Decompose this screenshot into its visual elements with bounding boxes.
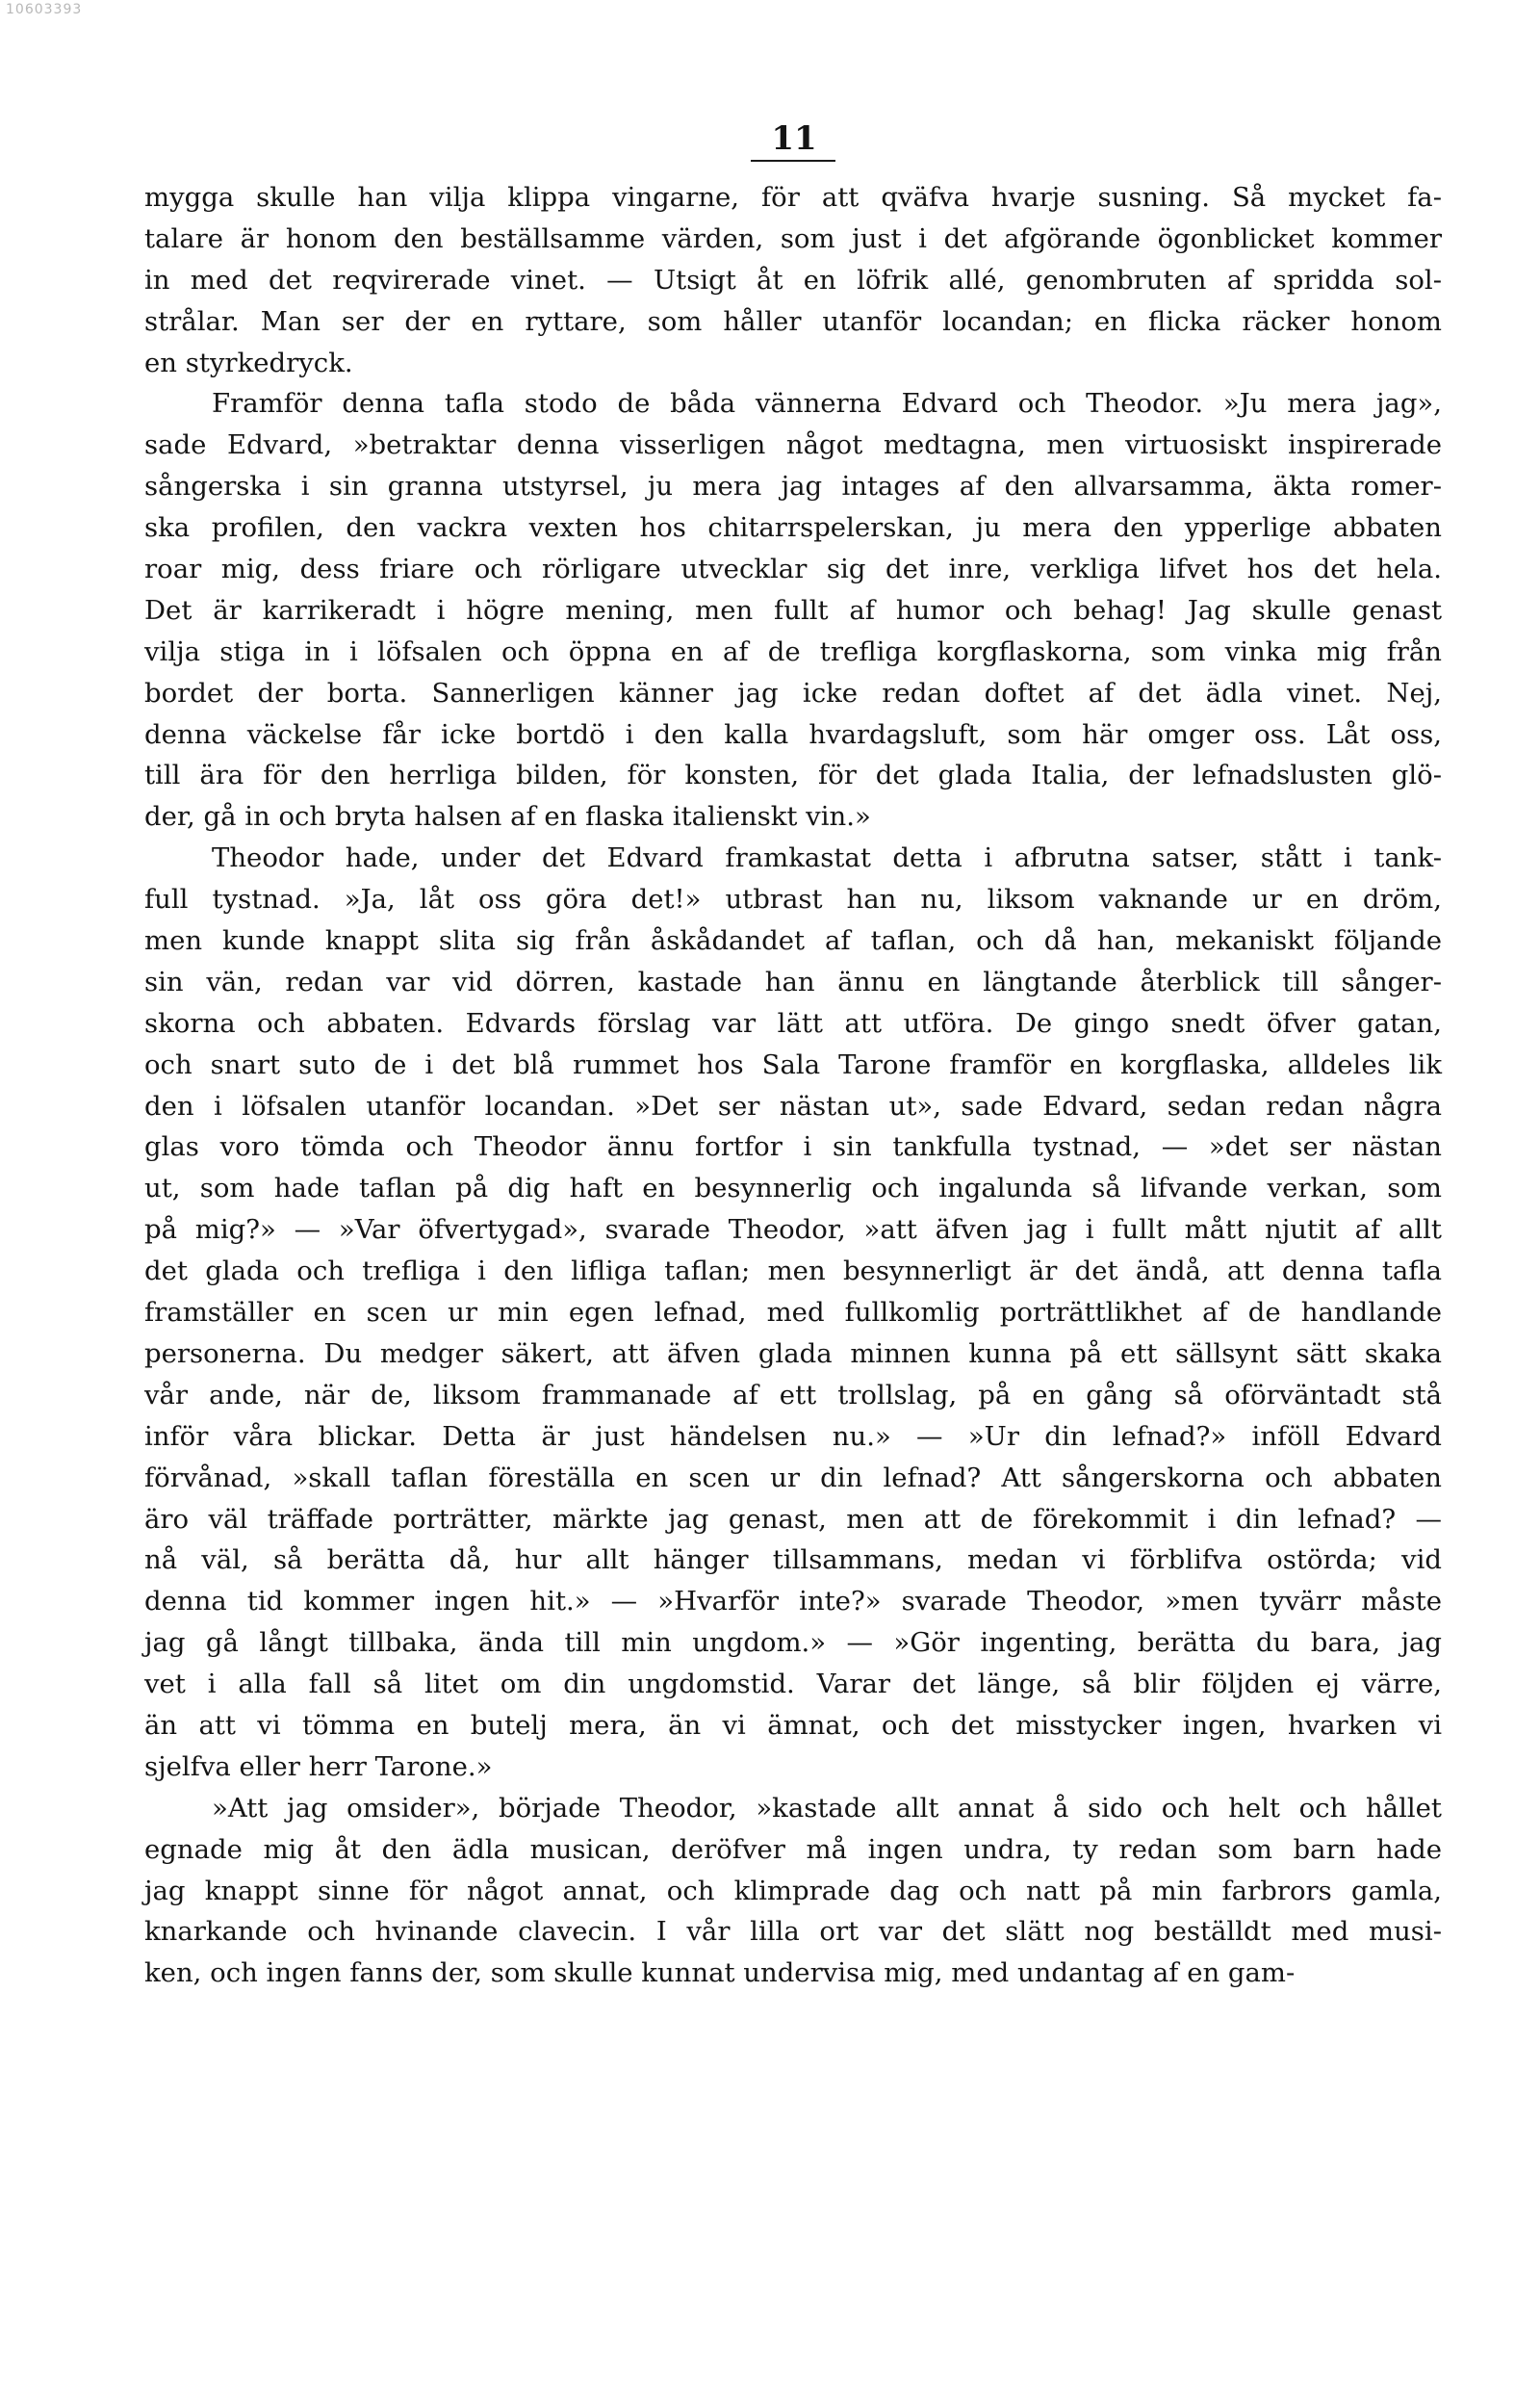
text-line: Framför denna tafla stodo de båda vännerna Edvard och Theodor. »Ju mera jag», xyxy=(212,388,1442,420)
body-text xyxy=(144,177,1442,1994)
text-line: sångerska i sin granna utstyrsel, ju mera jag intages af den allvarsamma, äkta romer- xyxy=(144,471,1442,503)
text-line: vet i alla fall så litet om din ungdomstid. Varar det länge, så blir följden ej värre, xyxy=(144,1669,1442,1700)
text-line: ut, som hade taflan på dig haft en besynnerlig och ingalunda så lifvande verkan, som xyxy=(144,1173,1442,1204)
text-line: ken, och ingen fanns der, som skulle kunnat undervisa mig, med undantag af en gam- xyxy=(144,1957,1296,1989)
text-line: förvånad, »skall taflan föreställa en scen ur din lefnad? Att sångerskorna och abbaten xyxy=(144,1462,1442,1493)
text-line: äro väl träffade porträtter, märkte jag genast, men att de förekommit i din lefnad? — xyxy=(144,1503,1442,1535)
text-line: der, gå in och bryta halsen af en flaska italienskt vin.» xyxy=(144,801,871,833)
page-number-rule xyxy=(751,160,835,162)
text-line: ska profilen, den vackra vexten hos chitarrspelerskan, ju mera den ypperlige abbaten xyxy=(144,512,1442,544)
text-line: än att vi tömma en butelj mera, än vi ämnat, och det misstycker ingen, hvarken vi xyxy=(144,1709,1442,1741)
text-line: vilja stiga in i löfsalen och öppna en af de trefliga korgflaskorna, som vinka mig från xyxy=(144,635,1442,667)
text-line: men kunde knappt slita sig från åskådandet af taflan, och då han, mekaniskt följande xyxy=(144,925,1442,957)
page-number: 11 xyxy=(771,119,817,158)
paragraph xyxy=(144,1788,1442,1994)
text-line: sin vän, redan var vid dörren, kastade han ännu en längtande återblick till sånger- xyxy=(144,966,1442,997)
text-line: skorna och abbaten. Edvards förslag var lätt att utföra. De gingo snedt öfver gatan, xyxy=(144,1007,1442,1039)
text-line: på mig?» — »Var öfvertygad», svarade Theodor, »att äfven jag i fullt mått njutit af allt xyxy=(144,1214,1442,1246)
text-line: till ära för den herrliga bilden, för konsten, för det glada Italia, der lefnadslusten glö- xyxy=(144,760,1442,791)
text-line: in med det reqvirerade vinet. — Utsigt åt en löfrik allé, genombruten af spridda sol- xyxy=(144,264,1442,296)
text-line: Theodor hade, under det Edvard framkastat detta i afbrutna satser, stått i tank- xyxy=(212,842,1442,874)
paragraph xyxy=(144,177,1442,383)
text-line: glas voro tömda och Theodor ännu fortfor i sin tankfulla tystnad, — »det ser nästan xyxy=(144,1131,1442,1163)
text-line: jag knappt sinne för något annat, och klimprade dag och natt på min farbrors gamla, xyxy=(144,1875,1442,1906)
text-line: jag gå långt tillbaka, ända till min ungdom.» — »Gör ingenting, berätta du bara, jag xyxy=(144,1627,1442,1659)
text-line: talare är honom den beställsamme värden, som just i det afgörande ögonblicket kommer xyxy=(144,222,1442,254)
text-line: den i löfsalen utanför locandan. »Det ser nästan ut», sade Edvard, sedan redan några xyxy=(144,1090,1442,1122)
paragraph xyxy=(144,383,1442,838)
text-line: Det är karrikeradt i högre mening, men fullt af humor och behag! Jag skulle genast xyxy=(144,594,1442,626)
text-line: inför våra blickar. Detta är just händelsen nu.» — »Ur din lefnad?» inföll Edvard xyxy=(144,1420,1442,1452)
text-line: nå väl, så berätta då, hur allt hänger tillsammans, medan vi förblifva ostörda; vid xyxy=(144,1544,1442,1576)
text-line: full tystnad. »Ja, låt oss göra det!» utbrast han nu, liksom vaknande ur en dröm, xyxy=(144,884,1442,916)
text-line: sjelfva eller herr Tarone.» xyxy=(144,1750,493,1782)
text-line: roar mig, dess friare och rörligare utvecklar sig det inre, verkliga lifvet hos det hela. xyxy=(144,554,1442,585)
text-line: strålar. Man ser der en ryttare, som håller utanför locandan; en flicka räcker honom xyxy=(144,305,1442,337)
text-line: egnade mig åt den ädla musican, deröfver må ingen undra, ty redan som barn hade xyxy=(144,1833,1442,1865)
text-line: »Att jag omsider», började Theodor, »kastade allt annat å sido och helt och hållet xyxy=(212,1792,1442,1824)
text-line: framställer en scen ur min egen lefnad, med fullkomlig porträttlikhet af de handlande xyxy=(144,1297,1442,1329)
text-line: knarkande och hvinande clavecin. I vår lilla ort var det slätt nog beställdt med musi- xyxy=(144,1916,1442,1948)
text-line: denna väckelse får icke bortdö i den kalla hvardagsluft, som här omger oss. Låt oss, xyxy=(144,718,1442,750)
text-line: denna tid kommer ingen hit.» — »Hvarför inte?» svarade Theodor, »men tyvärr måste xyxy=(144,1586,1442,1618)
text-line: det glada och trefliga i den lifliga taflan; men besynnerligt är det ändå, att denna tafla xyxy=(144,1255,1442,1287)
text-line: vår ande, när de, liksom frammanade af ett trollslag, på en gång så oförväntadt stå xyxy=(144,1379,1442,1410)
text-line: personerna. Du medger säkert, att äfven glada minnen kunna på ett sällsynt sätt skaka xyxy=(144,1337,1442,1369)
text-line: sade Edvard, »betraktar denna visserligen något medtagna, men virtuosiskt inspirerade xyxy=(144,429,1442,461)
text-line: mygga skulle han vilja klippa vingarne, för att qväfva hvarje susning. Så mycket fa- xyxy=(144,182,1442,213)
text-line: och snart suto de i det blå rummet hos Sala Tarone framför en korgflaska, alldeles lik xyxy=(144,1048,1442,1080)
text-line: bordet der borta. Sannerligen känner jag icke redan doftet af det ädla vinet. Nej, xyxy=(144,677,1442,709)
library-stamp: 10603393 xyxy=(6,2,83,17)
paragraph xyxy=(144,838,1442,1787)
text-line: en styrkedryck. xyxy=(144,347,353,378)
